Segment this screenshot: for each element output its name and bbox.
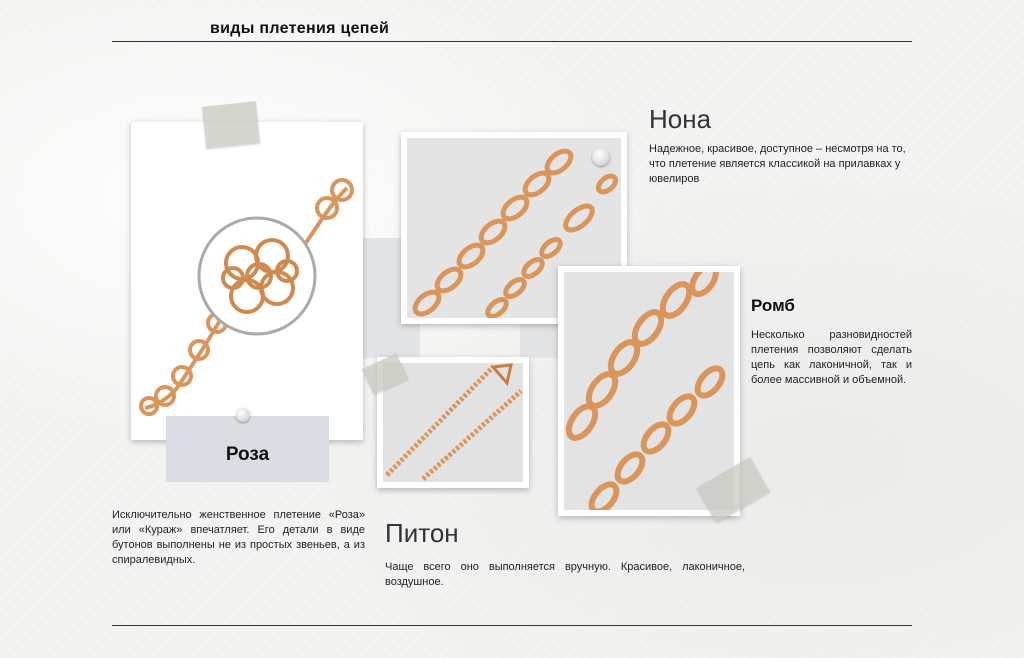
roza-photo-card	[131, 122, 363, 440]
roza-title: Роза	[225, 444, 270, 465]
roza-label-card	[166, 416, 329, 482]
piton-description: Чаще всего оно выполняется вручную. Красивое, лаконичное, воздушное.	[385, 561, 745, 588]
roza-description: Исключительно женственное плетение «Роза» или «Кураж» впечатляет. Его детали в виде бутонов выполнены не из простых звеньев, а из спиралевидных.	[112, 509, 365, 566]
top-divider	[112, 41, 912, 42]
pin-icon	[592, 148, 610, 166]
tape-strip	[202, 101, 260, 148]
page-title: виды плетения цепей	[210, 20, 390, 37]
romb-description: Несколько разновидностей плетения позволяют сделать цепь как лаконичной, так и более массивной и объемной.	[751, 329, 912, 386]
piton-chain-image	[383, 363, 523, 482]
romb-title: Ромб	[751, 296, 795, 315]
nona-description: Надежное, красивое, доступное – несмотря на то, что плетение является классикой на прилавках у ювелиров	[649, 143, 906, 185]
pin-icon	[236, 408, 250, 422]
romb-chain-image	[564, 272, 734, 510]
bottom-divider	[112, 625, 912, 626]
nona-title: Нона	[649, 104, 712, 134]
roza-chain-image	[137, 128, 357, 428]
piton-title: Питон	[385, 518, 459, 548]
